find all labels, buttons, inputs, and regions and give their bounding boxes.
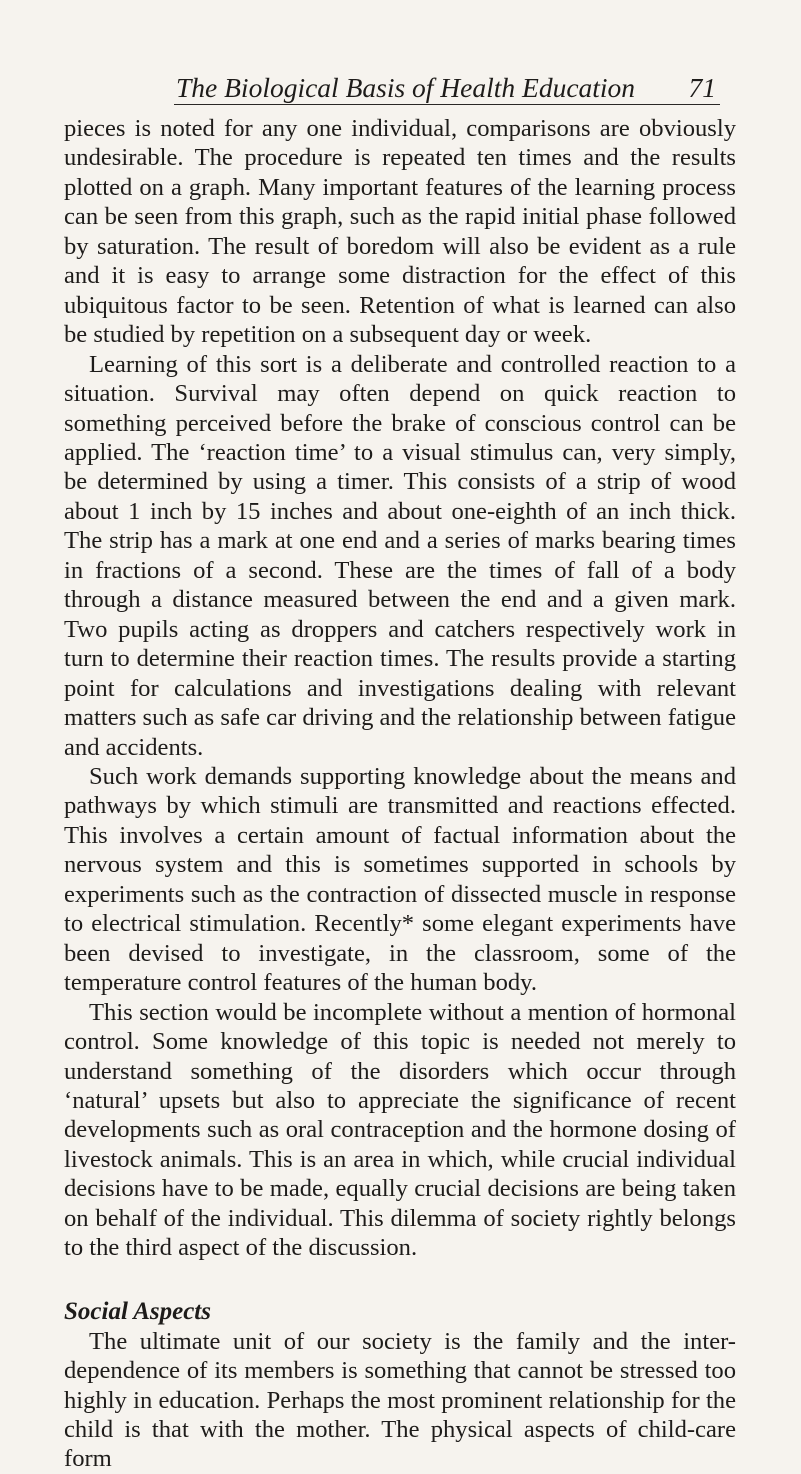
section-heading-social-aspects: Social Aspects <box>64 1297 211 1325</box>
paragraph-hormonal-control: This section would be incomplete without a mention of hormonal control. Some knowledge of this topic is needed not merely to understand something of the disorders which occur through ‘natural’ upsets but also to appreciate the significance of recent developments such as oral contraception and the hormone dosing of livestock animals. This is an area in which, while crucial individual decisions have to be made, equally crucial decisions are being taken on behalf of the individual. This dilemma of society rightly belongs to the third aspect of the discussion. <box>64 998 736 1262</box>
paragraph-social-aspects: The ultimate unit of our society is the family and the inter-dependence of its members is something that cannot be stressed too highly in education. Perhaps the most prominent relationship for the child is that with the mother. The physical aspects of child-care form <box>64 1327 736 1473</box>
paragraph-continued: pieces is noted for any one individual, comparisons are obviously undesirable. The procedure is repeated ten times and the results plotted on a graph. Many important features of the learning process can be seen from this graph, such as the rapid initial phase followed by saturation. The result of boredom will also be evident as a rule and it is easy to arrange some distraction for the effect of this ubiquitous factor to be seen. Retention of what is learned can also be studied by repetition on a subsequent day or week. <box>64 115 736 349</box>
paragraph-nervous-system: Such work demands supporting knowledge about the means and pathways by which stimuli are transmitted and reactions effected. This involves a certain amount of factual information about the nervous system and this is sometimes supported in schools by experiments such as the contraction of dissected muscle in response to electrical stimulation. Recently* some elegant experiments have been devised to investigate, in the classroom, some of the temperature control features of the human body. <box>64 762 736 997</box>
running-head-title: The Biological Basis of Health Education <box>176 72 636 103</box>
paragraph-reaction-time: Learning of this sort is a deliberate and controlled reaction to a situation. Survival may often depend on quick reaction to something perceived before the brake of conscious control can be applied. The ‘reaction time’ to a visual stimulus can, very simply, be determined by using a timer. This consists of a strip of wood about 1 inch by 15 inches and about one-eighth of an inch thick. The strip has a mark at one end and a series of marks bearing times in fractions of a second. These are the times of fall of a body through a distance measured between the end and a given mark. Two pupils acting as droppers and catchers respectively work in turn to determine their reaction times. The results provide a starting point for calculations and investigations dealing with relevant matters such as safe car driving and the relationship between fatigue and accidents. <box>64 350 736 761</box>
page-number: 71 <box>688 72 716 103</box>
running-header <box>174 74 720 105</box>
body-text <box>64 114 736 1474</box>
